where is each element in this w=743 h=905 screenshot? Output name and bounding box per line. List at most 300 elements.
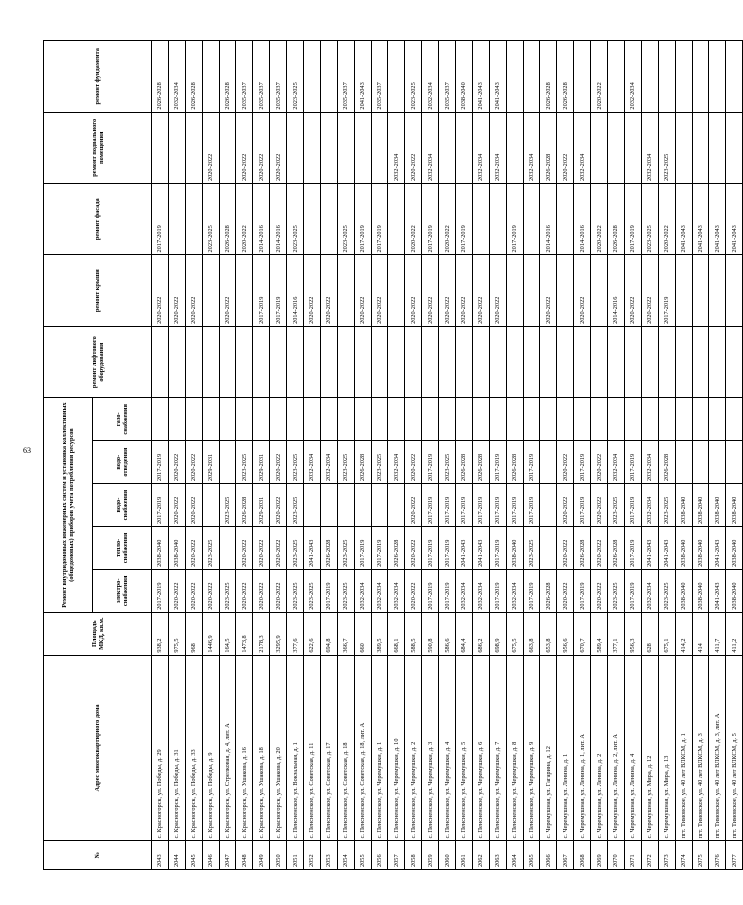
cell-water-supply: 2020-2022 xyxy=(270,484,287,527)
cell-heating: 2023-2025 xyxy=(523,527,540,570)
cell-area: 938,2 xyxy=(152,612,169,655)
cell-sewerage: 2023-2025 xyxy=(287,441,304,484)
cell-gas-supply xyxy=(523,398,540,441)
cell-number: 2053 xyxy=(320,841,337,870)
table-row xyxy=(270,41,287,870)
cell-water-supply: 2017-2019 xyxy=(472,484,489,527)
cell-elevator xyxy=(489,326,506,397)
cell-water-supply: 2026-2028 xyxy=(236,484,253,527)
cell-foundation xyxy=(692,41,709,113)
cell-sewerage: 2020-2022 xyxy=(270,441,287,484)
cell-roof xyxy=(236,255,253,326)
cell-address: с. Черемушная, ул. Ленина, д. 1, лит. А xyxy=(574,655,591,841)
cell-elevator xyxy=(168,326,185,397)
cell-address: с. Черемушная, ул. Ленина, д. 2, лит. А xyxy=(608,655,625,841)
cell-basement xyxy=(726,112,743,183)
cell-foundation: 2026-2028 xyxy=(185,41,202,113)
cell-number: 2054 xyxy=(337,841,354,870)
cell-roof: 2014-2016 xyxy=(287,255,304,326)
cell-water-supply: 2023-2025 xyxy=(658,484,675,527)
cell-heating: 2020-2022 xyxy=(557,527,574,570)
cell-basement xyxy=(354,112,371,183)
cell-gas-supply xyxy=(608,398,625,441)
cell-basement xyxy=(152,112,169,183)
cell-water-supply: 2023-2025 xyxy=(219,484,236,527)
table-row xyxy=(709,41,726,870)
cell-basement xyxy=(591,112,608,183)
cell-gas-supply xyxy=(692,398,709,441)
table-row xyxy=(168,41,185,870)
cell-address: с. Черемушная, ул. Ленина, д. 2 xyxy=(591,655,608,841)
cell-area: 675,5 xyxy=(506,612,523,655)
table-row xyxy=(692,41,709,870)
cell-address: с. Красногорск, ул. Победы, д. 31 xyxy=(168,655,185,841)
cell-roof: 2020-2022 xyxy=(405,255,422,326)
cell-electricity: 2032-2034 xyxy=(388,569,405,612)
cell-elevator xyxy=(320,326,337,397)
cell-electricity: 2017-2019 xyxy=(624,569,641,612)
cell-electricity: 2032-2034 xyxy=(641,569,658,612)
cell-area: 414,2 xyxy=(675,612,692,655)
cell-facade xyxy=(523,184,540,255)
table-row xyxy=(388,41,405,870)
cell-number: 2069 xyxy=(591,841,608,870)
cell-area: 684,4 xyxy=(456,612,473,655)
table-row xyxy=(422,41,439,870)
cell-gas-supply xyxy=(472,398,489,441)
cell-area: 660 xyxy=(354,612,371,655)
cell-number: 2049 xyxy=(253,841,270,870)
cell-number: 2077 xyxy=(726,841,743,870)
cell-sewerage: 2017-2019 xyxy=(624,441,641,484)
table-row xyxy=(608,41,625,870)
cell-foundation: 2020-2022 xyxy=(591,41,608,113)
table-header xyxy=(44,41,152,870)
cell-gas-supply xyxy=(152,398,169,441)
table-row xyxy=(405,41,422,870)
cell-elevator xyxy=(608,326,625,397)
cell-facade: 2041-2043 xyxy=(692,184,709,255)
cell-roof: 2020-2022 xyxy=(422,255,439,326)
cell-heating: 2041-2043 xyxy=(472,527,489,570)
cell-elevator xyxy=(371,326,388,397)
cell-number: 2061 xyxy=(456,841,473,870)
cell-heating: 2020-2022 xyxy=(591,527,608,570)
cell-area: 956,3 xyxy=(624,612,641,655)
cell-elevator xyxy=(624,326,641,397)
cell-elevator xyxy=(709,326,726,397)
header-heating: тепло-снабжения xyxy=(93,527,152,570)
cell-electricity: 2020-2022 xyxy=(405,569,422,612)
cell-roof: 2020-2022 xyxy=(320,255,337,326)
cell-elevator xyxy=(304,326,321,397)
cell-heating: 2023-2025 xyxy=(337,527,354,570)
table-row xyxy=(726,41,743,870)
cell-sewerage xyxy=(709,441,726,484)
cell-foundation: 2026-2028 xyxy=(152,41,169,113)
table-row xyxy=(658,41,675,870)
cell-foundation: 2038-2040 xyxy=(456,41,473,113)
cell-sewerage: 2017-2019 xyxy=(422,441,439,484)
cell-facade xyxy=(557,184,574,255)
cell-gas-supply xyxy=(405,398,422,441)
cell-elevator xyxy=(574,326,591,397)
cell-area: 1446,9 xyxy=(202,612,219,655)
cell-sewerage: 2026-2028 xyxy=(506,441,523,484)
cell-sewerage: 2020-2022 xyxy=(168,441,185,484)
cell-electricity: 2017-2019 xyxy=(320,569,337,612)
cell-basement xyxy=(287,112,304,183)
cell-electricity: 2032-2034 xyxy=(506,569,523,612)
table-row xyxy=(152,41,169,870)
cell-roof: 2020-2022 xyxy=(219,255,236,326)
cell-number: 2046 xyxy=(202,841,219,870)
cell-elevator xyxy=(523,326,540,397)
cell-electricity: 2038-2040 xyxy=(726,569,743,612)
cell-basement xyxy=(337,112,354,183)
cell-electricity: 2023-2025 xyxy=(304,569,321,612)
cell-gas-supply xyxy=(253,398,270,441)
cell-facade: 2023-2025 xyxy=(337,184,354,255)
cell-basement xyxy=(168,112,185,183)
cell-number: 2044 xyxy=(168,841,185,870)
cell-sewerage: 2032-2034 xyxy=(608,441,625,484)
table-row xyxy=(557,41,574,870)
cell-heating: 2017-2019 xyxy=(489,527,506,570)
cell-address: пгт. Тимовское, ул. 40 лет ВЛКСМ, д. 5 xyxy=(726,655,743,841)
cell-facade: 2041-2043 xyxy=(726,184,743,255)
cell-gas-supply xyxy=(489,398,506,441)
cell-gas-supply xyxy=(185,398,202,441)
cell-sewerage: 2029-2031 xyxy=(253,441,270,484)
cell-elevator xyxy=(658,326,675,397)
cell-area: 411,7 xyxy=(709,612,726,655)
header-foundation: ремонт фундамента xyxy=(44,41,152,113)
cell-area: 588,5 xyxy=(405,612,422,655)
cell-facade: 2014-2016 xyxy=(574,184,591,255)
cell-facade: 2041-2043 xyxy=(675,184,692,255)
cell-area: 1473,8 xyxy=(236,612,253,655)
rotated-page-content xyxy=(43,10,738,870)
cell-gas-supply xyxy=(304,398,321,441)
cell-foundation: 2026-2028 xyxy=(557,41,574,113)
cell-number: 2063 xyxy=(489,841,506,870)
cell-roof xyxy=(388,255,405,326)
cell-facade: 2020-2022 xyxy=(236,184,253,255)
cell-address: с. Пенсненское, ул. Вокзальная, д. 1 xyxy=(287,655,304,841)
cell-area: 653,8 xyxy=(540,612,557,655)
cell-heating xyxy=(219,527,236,570)
cell-foundation: 2032-2034 xyxy=(624,41,641,113)
cell-basement: 2026-2028 xyxy=(540,112,557,183)
cell-address: с. Пенсненское, ул. Черемушки, д. 2 xyxy=(405,655,422,841)
cell-facade: 2017-2019 xyxy=(152,184,169,255)
cell-roof xyxy=(523,255,540,326)
cell-roof: 2020-2022 xyxy=(168,255,185,326)
cell-gas-supply xyxy=(557,398,574,441)
cell-sewerage: 2017-2019 xyxy=(574,441,591,484)
cell-sewerage xyxy=(675,441,692,484)
cell-roof: 2014-2016 xyxy=(608,255,625,326)
cell-roof: 2020-2022 xyxy=(371,255,388,326)
cell-address: с. Пенсненское, ул. Советская, д. 18 xyxy=(337,655,354,841)
cell-facade: 2014-2016 xyxy=(253,184,270,255)
cell-electricity: 2020-2022 xyxy=(185,569,202,612)
cell-roof: 2020-2022 xyxy=(574,255,591,326)
cell-roof: 2020-2022 xyxy=(185,255,202,326)
cell-roof: 2020-2022 xyxy=(624,255,641,326)
cell-water-supply xyxy=(540,484,557,527)
cell-heating: 2017-2019 xyxy=(439,527,456,570)
cell-heating: 2041-2043 xyxy=(304,527,321,570)
repair-schedule-table xyxy=(43,40,743,870)
cell-foundation: 2035-2037 xyxy=(337,41,354,113)
cell-basement: 2020-2022 xyxy=(236,112,253,183)
cell-electricity: 2020-2022 xyxy=(270,569,287,612)
cell-number: 2060 xyxy=(439,841,456,870)
table-row xyxy=(202,41,219,870)
cell-sewerage: 2017-2019 xyxy=(489,441,506,484)
cell-water-supply: 2020-2022 xyxy=(405,484,422,527)
table-row xyxy=(371,41,388,870)
cell-number: 2059 xyxy=(422,841,439,870)
cell-number: 2068 xyxy=(574,841,591,870)
cell-basement xyxy=(692,112,709,183)
cell-number: 2055 xyxy=(354,841,371,870)
cell-facade: 2023-2025 xyxy=(641,184,658,255)
cell-foundation: 2023-2025 xyxy=(287,41,304,113)
cell-basement xyxy=(304,112,321,183)
cell-electricity: 2020-2022 xyxy=(168,569,185,612)
cell-area: 668,1 xyxy=(388,612,405,655)
cell-roof: 2017-2019 xyxy=(658,255,675,326)
cell-address: с. Черемушная, ул. Ленина, д. 4 xyxy=(624,655,641,841)
cell-roof: 2020-2022 xyxy=(456,255,473,326)
cell-electricity: 2032-2034 xyxy=(371,569,388,612)
cell-electricity: 2020-2022 xyxy=(202,569,219,612)
cell-heating: 2038-2040 xyxy=(506,527,523,570)
cell-electricity: 2023-2025 xyxy=(287,569,304,612)
cell-electricity: 2026-2028 xyxy=(540,569,557,612)
cell-sewerage xyxy=(726,441,743,484)
cell-heating: 2020-2022 xyxy=(236,527,253,570)
cell-elevator xyxy=(557,326,574,397)
cell-address: с. Красногорск, ул. Победы, д. 33 xyxy=(185,655,202,841)
cell-area: 414 xyxy=(692,612,709,655)
cell-gas-supply xyxy=(726,398,743,441)
cell-elevator xyxy=(287,326,304,397)
cell-heating xyxy=(540,527,557,570)
cell-water-supply: 2017-2019 xyxy=(574,484,591,527)
cell-gas-supply xyxy=(574,398,591,441)
cell-heating: 2020-2022 xyxy=(270,527,287,570)
cell-basement: 2032-2034 xyxy=(523,112,540,183)
cell-gas-supply xyxy=(287,398,304,441)
header-sewerage: водо-отведения xyxy=(93,441,152,484)
header-engineering-systems: Ремонт внутридомовых инженерных систем и установка коллективных (общедомовых) приборов учета потребления ресурсов xyxy=(44,398,93,612)
cell-electricity: 2020-2022 xyxy=(557,569,574,612)
cell-elevator xyxy=(675,326,692,397)
cell-facade: 2023-2025 xyxy=(287,184,304,255)
cell-basement: 2020-2022 xyxy=(253,112,270,183)
cell-water-supply: 2017-2019 xyxy=(456,484,473,527)
cell-number: 2056 xyxy=(371,841,388,870)
cell-heating: 2038-2040 xyxy=(168,527,185,570)
cell-water-supply: 2017-2019 xyxy=(439,484,456,527)
cell-address: пгт. Тимовское, ул. 40 лет ВЛКСМ, д. 3 xyxy=(692,655,709,841)
cell-number: 2058 xyxy=(405,841,422,870)
cell-basement xyxy=(439,112,456,183)
cell-address: с. Красногорск, ул. Ушакова, д. 20 xyxy=(270,655,287,841)
table-row xyxy=(253,41,270,870)
header-elevator: ремонт лифтового оборудования xyxy=(44,326,152,397)
cell-elevator xyxy=(388,326,405,397)
cell-address: с. Черемушная, ул. Мира, д. 13 xyxy=(658,655,675,841)
cell-facade: 2026-2028 xyxy=(608,184,625,255)
cell-roof: 2020-2022 xyxy=(641,255,658,326)
cell-gas-supply xyxy=(388,398,405,441)
cell-area: 975,5 xyxy=(168,612,185,655)
cell-foundation xyxy=(608,41,625,113)
cell-roof xyxy=(675,255,692,326)
cell-elevator xyxy=(270,326,287,397)
cell-electricity: 2020-2022 xyxy=(591,569,608,612)
cell-sewerage: 2032-2034 xyxy=(388,441,405,484)
cell-address: пгт. Тимовское, ул. 40 лет ВЛКСМ, д. 1 xyxy=(675,655,692,841)
cell-area: 377,6 xyxy=(287,612,304,655)
cell-elevator xyxy=(439,326,456,397)
cell-water-supply: 2020-2022 xyxy=(185,484,202,527)
cell-electricity: 2020-2022 xyxy=(236,569,253,612)
cell-facade: 2041-2043 xyxy=(709,184,726,255)
cell-electricity: 2038-2040 xyxy=(675,569,692,612)
cell-elevator xyxy=(219,326,236,397)
cell-number: 2071 xyxy=(624,841,641,870)
cell-sewerage xyxy=(219,441,236,484)
cell-area: 411,2 xyxy=(726,612,743,655)
cell-elevator xyxy=(591,326,608,397)
cell-foundation: 2041-2043 xyxy=(489,41,506,113)
cell-gas-supply xyxy=(354,398,371,441)
cell-roof xyxy=(591,255,608,326)
cell-electricity: 2017-2019 xyxy=(489,569,506,612)
cell-elevator xyxy=(185,326,202,397)
table-row xyxy=(472,41,489,870)
cell-number: 2064 xyxy=(506,841,523,870)
cell-address: с. Красногорск, ул. Ушакова, д. 16 xyxy=(236,655,253,841)
cell-roof: 2020-2022 xyxy=(540,255,557,326)
cell-basement xyxy=(456,112,473,183)
cell-electricity: 2017-2019 xyxy=(439,569,456,612)
cell-foundation xyxy=(574,41,591,113)
cell-roof: 2020-2022 xyxy=(354,255,371,326)
cell-foundation: 2035-2037 xyxy=(270,41,287,113)
cell-sewerage: 2020-2022 xyxy=(557,441,574,484)
cell-number: 2051 xyxy=(287,841,304,870)
cell-sewerage: 2023-2025 xyxy=(337,441,354,484)
cell-heating: 2017-2019 xyxy=(371,527,388,570)
cell-number: 2065 xyxy=(523,841,540,870)
cell-foundation: 2032-2034 xyxy=(422,41,439,113)
cell-number: 2062 xyxy=(472,841,489,870)
cell-facade: 2014-2016 xyxy=(270,184,287,255)
cell-elevator xyxy=(540,326,557,397)
cell-sewerage: 2020-2022 xyxy=(591,441,608,484)
header-number: № xyxy=(44,841,152,870)
table-row xyxy=(489,41,506,870)
cell-area: 622,6 xyxy=(304,612,321,655)
cell-address: с. Пенсненское, ул. Советская, д. 18, лит. А xyxy=(354,655,371,841)
cell-elevator xyxy=(354,326,371,397)
cell-area: 686,2 xyxy=(472,612,489,655)
cell-area: 589,4 xyxy=(591,612,608,655)
cell-roof: 2020-2022 xyxy=(472,255,489,326)
cell-sewerage: 2020-2022 xyxy=(405,441,422,484)
cell-foundation: 2026-2028 xyxy=(540,41,557,113)
cell-number: 2057 xyxy=(388,841,405,870)
cell-electricity: 2023-2025 xyxy=(219,569,236,612)
cell-facade: 2026-2028 xyxy=(219,184,236,255)
cell-water-supply: 2017-2019 xyxy=(523,484,540,527)
cell-basement: 2020-2022 xyxy=(557,112,574,183)
cell-address: с. Черемушная, ул. Мира, д. 12 xyxy=(641,655,658,841)
cell-foundation xyxy=(388,41,405,113)
cell-water-supply: 2038-2040 xyxy=(692,484,709,527)
cell-roof xyxy=(709,255,726,326)
cell-number: 2074 xyxy=(675,841,692,870)
cell-sewerage: 2032-2034 xyxy=(320,441,337,484)
cell-gas-supply xyxy=(591,398,608,441)
cell-area: 663,8 xyxy=(523,612,540,655)
cell-gas-supply xyxy=(675,398,692,441)
cell-roof xyxy=(692,255,709,326)
cell-heating: 2020-2022 xyxy=(185,527,202,570)
cell-number: 2067 xyxy=(557,841,574,870)
cell-electricity: 2023-2025 xyxy=(608,569,625,612)
cell-facade: 2020-2022 xyxy=(591,184,608,255)
cell-address: с. Красногорск, ул. Ушакова, д. 18 xyxy=(253,655,270,841)
table-row xyxy=(523,41,540,870)
cell-roof: 2017-2019 xyxy=(270,255,287,326)
cell-water-supply: 2023-2025 xyxy=(287,484,304,527)
table-row xyxy=(354,41,371,870)
cell-water-supply: 2038-2040 xyxy=(675,484,692,527)
cell-gas-supply xyxy=(337,398,354,441)
cell-area: 590,8 xyxy=(422,612,439,655)
cell-foundation xyxy=(506,41,523,113)
cell-address: с. Пенсненское, ул. Черемушки, д. 7 xyxy=(489,655,506,841)
cell-gas-supply xyxy=(709,398,726,441)
cell-address: с. Черемушная, ул. Ленина, д. 1 xyxy=(557,655,574,841)
cell-elevator xyxy=(506,326,523,397)
cell-gas-supply xyxy=(456,398,473,441)
cell-number: 2070 xyxy=(608,841,625,870)
cell-foundation xyxy=(202,41,219,113)
cell-heating: 2038-2040 xyxy=(675,527,692,570)
cell-number: 2045 xyxy=(185,841,202,870)
cell-facade xyxy=(168,184,185,255)
cell-electricity: 2023-2025 xyxy=(337,569,354,612)
cell-heating: 2038-2040 xyxy=(692,527,709,570)
table-row xyxy=(236,41,253,870)
table-row xyxy=(439,41,456,870)
cell-heating: 2017-2019 xyxy=(422,527,439,570)
cell-facade: 2017-2019 xyxy=(371,184,388,255)
cell-water-supply xyxy=(354,484,371,527)
cell-water-supply: 2017-2019 xyxy=(152,484,169,527)
cell-water-supply: 2020-2022 xyxy=(591,484,608,527)
cell-water-supply xyxy=(371,484,388,527)
